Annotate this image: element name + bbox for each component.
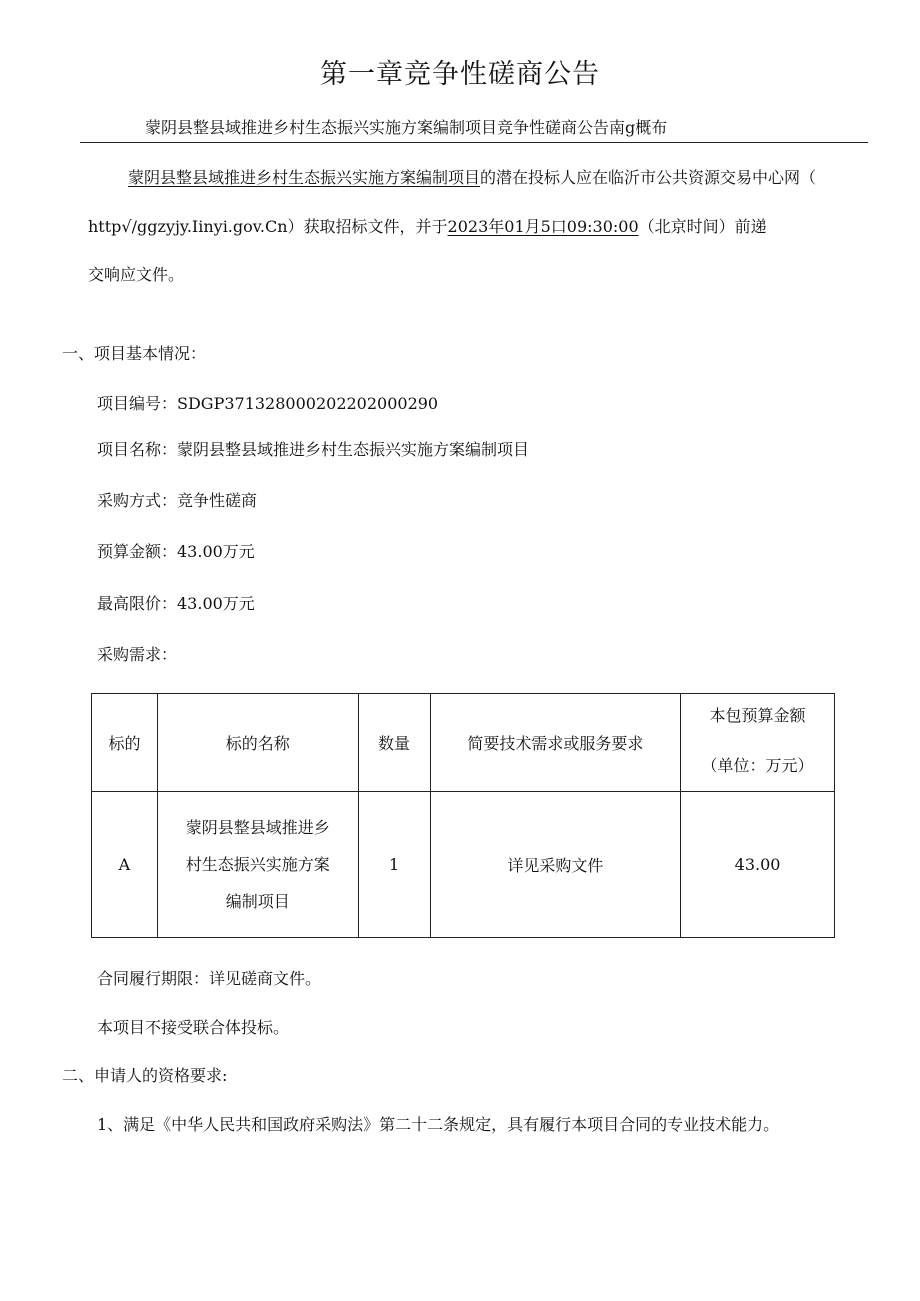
cell-item-name-line2: 村生态振兴实施方案 [185, 855, 330, 874]
cell-item-name-line1: 蒙阴县整县域推进乡 [185, 818, 330, 837]
qualification-item-1: 1、满足《中华人民共和国政府采购法》第二十二条规定，具有履行本项目合同的专业技术能力。 [97, 1115, 780, 1134]
procurement-method: 采购方式：竞争性磋商 [97, 491, 258, 510]
header-divider [80, 142, 868, 143]
section1-heading: 一、项目基本情况： [62, 344, 207, 363]
intro-deadline: 2023年01月5口09:30:00 [447, 217, 639, 236]
no-consortium-note: 本项目不接受联合体投标。 [97, 1018, 290, 1037]
cell-requirements: 详见采购文件 [430, 792, 681, 938]
cell-item-name-line3: 编制项目 [225, 892, 290, 911]
header-item-name: 标的名称 [157, 694, 358, 792]
cell-quantity: 1 [358, 792, 430, 938]
project-number: 项目编号：SDGP371328000202202000290 [97, 394, 439, 413]
header-quantity: 数量 [358, 694, 430, 792]
cell-budget: 43.00 [681, 792, 835, 938]
cell-item-name [157, 792, 358, 938]
table-row [92, 792, 835, 938]
header-requirements: 简要技术需求或服务要求 [430, 694, 681, 792]
budget-amount: 预算金额：43.00万元 [97, 542, 255, 561]
intro-text-1: 的潜在投标人应在临沂市公共资源交易中心网（ [480, 168, 817, 187]
intro-line-3: 交响应文件。 [88, 265, 185, 284]
header-lot: 标的 [92, 694, 158, 792]
page-title: 第一章竞争性磋商公告 [320, 59, 600, 90]
header-budget-line2: （单位：万元） [701, 755, 814, 775]
cell-lot: A [92, 792, 158, 938]
header-budget [681, 694, 835, 792]
procurement-table [91, 693, 835, 938]
intro-text-2-suffix: （北京时间）前递 [638, 217, 767, 236]
table-header-row [92, 694, 835, 792]
intro-text-2: http√/ggzyjy.Iinyi.gov.Cn）获取招标文件，并于 [88, 217, 448, 236]
intro-project-name: 蒙阴县整县域推进乡村生态振兴实施方案编制项目 [128, 168, 481, 187]
procurement-needs-label: 采购需求： [97, 645, 178, 664]
section2-heading: 二、申请人的资格要求: [62, 1066, 228, 1085]
header-budget-line1: 本包预算金额 [709, 705, 806, 725]
intro-line-1 [128, 165, 816, 188]
contract-period: 合同履行期限：详见磋商文件。 [97, 969, 322, 988]
announcement-subtitle: 蒙阴县整县域推进乡村生态振兴实施方案编制项目竞争性磋商公告南g概布 [145, 118, 668, 137]
intro-line-2 [88, 214, 767, 237]
max-price: 最高限价：43.00万元 [97, 594, 255, 613]
project-name: 项目名称：蒙阴县整县域推进乡村生态振兴实施方案编制项目 [97, 440, 530, 459]
